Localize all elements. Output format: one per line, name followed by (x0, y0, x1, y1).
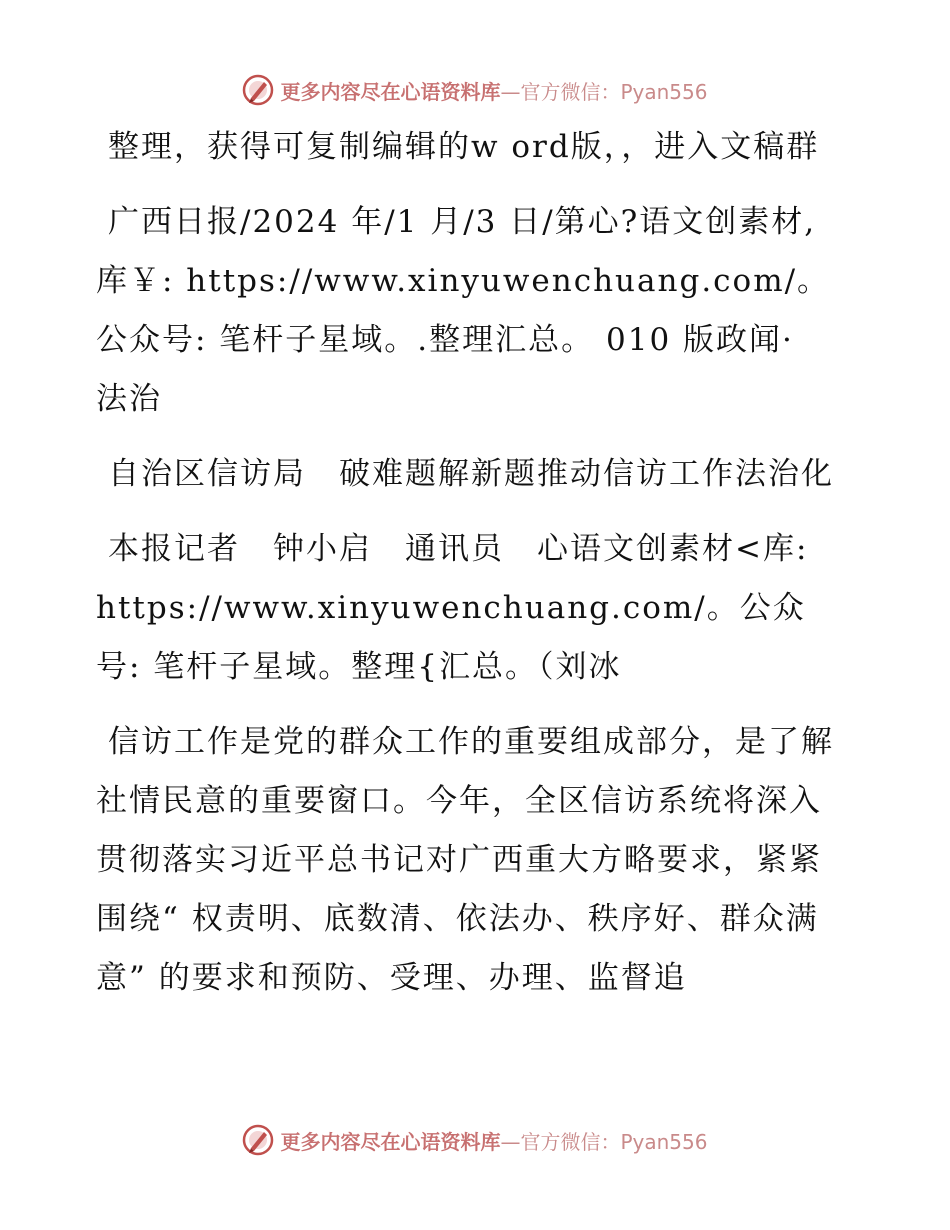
paragraph-source: 广西日报/2024 年/1 月/3 日/第心?语文创素材,库￥: https://www.xinyuwenchuang.com/。公众号: 笔杆子星域。.整理汇总。 010 版政闻· 法治 (96, 204, 831, 417)
paragraph-body: 信访工作是党的群众工作的重要组成部分，是了解社情民意的重要窗口。今年，全区信访系统将深入贯彻落实习近平总书记对广西重大方略要求，紧紧围绕“ 权责明、底数清、依法办、秩序好、群众满意” 的要求和预防、受理、办理、监督追 (96, 724, 834, 996)
watermark-contact: —官方微信：Pyan556 (500, 1129, 708, 1154)
article-body (96, 118, 836, 1024)
byline: 本报记者 钟小启 通讯员 心语文创素材<库: https://www.xinyuwenchuang.com/。公众号: 笔杆子星域。整理{汇总。（刘冰 (96, 531, 809, 685)
header-watermark (0, 70, 950, 110)
watermark-brand: 更多内容尽在心语资料库 (280, 79, 501, 104)
watermark-text (280, 1126, 707, 1155)
watermark-brand: 更多内容尽在心语资料库 (280, 1129, 501, 1154)
paragraph-intro: 整理，获得可复制编辑的w ord版，，进入文稿群 (108, 129, 820, 165)
watermark-contact: —官方微信：Pyan556 (500, 79, 708, 104)
watermark-text (280, 76, 707, 105)
footer-watermark (0, 1120, 950, 1160)
pen-logo-icon (242, 74, 274, 106)
pen-logo-icon (242, 1124, 274, 1156)
article-title: 自治区信访局 破难题解新题推动信访工作法治化 (108, 456, 834, 492)
